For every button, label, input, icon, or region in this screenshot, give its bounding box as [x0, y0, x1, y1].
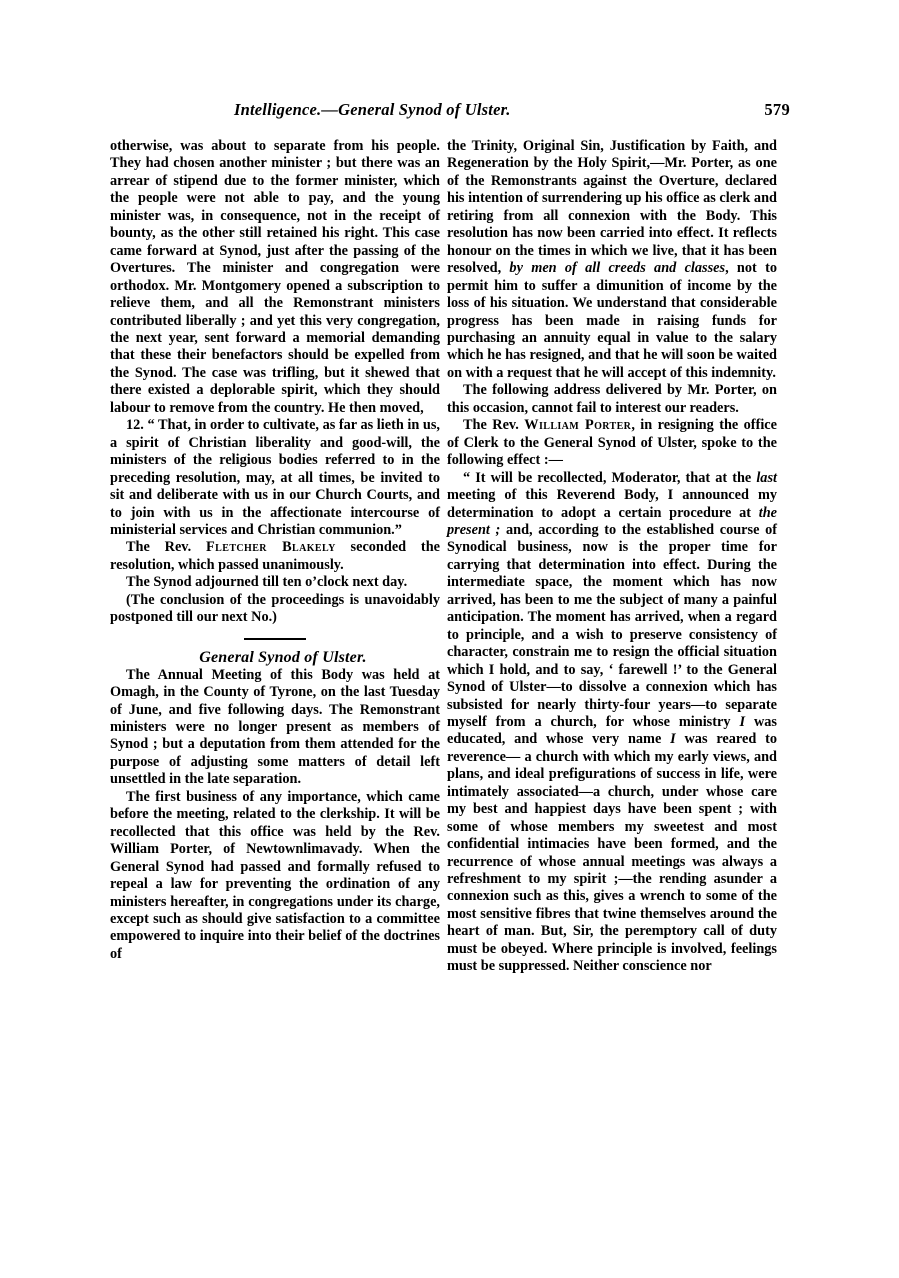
paragraph-annual-meeting: The Annual Meeting of this Body was held at Omagh, in the County of Tyrone, on the last Tuesday of June, and five following days. The Remonstrant ministers were no longer present as members of Synod ; but a deputation from them attended for the purpose of adjusting some matters of detail left unsettled in the late separation.: [110, 666, 440, 788]
paragraph-speech-opening: “ It will be recollected, Moderator, that at the last meeting of this Reverend Body, I announced my determination to adopt a certain procedure at the present ; and, according to the established course of Synodical business, now is the proper time for carrying that determination into effect. During the intermediate space, the moment which has now arrived, has been to me the subject of many a painful anticipation. The moment has arrived, when a regard to principle, and a wish to preserve consistency of character, constrain me to resign the official situation which I hold, and to say, ‘ farewell !’ to the General Synod of Ulster—to dissolve a connexion which has subsisted for nearly thirty-four years—to separate myself from a church, for whose ministry I was educated, and whose very name I was reared to reverence— a church with which my early views, and plans, and ideal prefigurations of success in life, were intimately associated—a church, under whose care my best and happiest days have been spent ; with some of whose members my sweetest and most confidential intimacies have been formed, and the recurrence of whose annual meetings was always a refreshment to my spirit ;—the rending asunder a connexion such as this, gives a wrench to some of the most sensitive fibres that twine themselves around the heart of man. But, Sir, the peremptory call of duty must be obeyed. Where principle is involved, feelings must be suppressed. Neither conscience nor: [447, 469, 777, 975]
text-column-right: [447, 138, 777, 976]
section-heading: General Synod of Ulster.: [199, 649, 367, 667]
italic-emphasis: by men of all creeds and classes: [509, 260, 726, 277]
paragraph-first-business-clerkship: The first business of any importance, which came before the meeting, related to the clerkship. It will be recollected that this office was held by the Rev. William Porter, of Newtownlimavady. When the General Synod had passed and formally refused to repeal a law for preventing the ordination of any ministers hereafter, in congregations under its charge, except such as should give satisfaction to a committee empowered to inquire into their belief of the doctrines of: [110, 788, 440, 962]
italic-emphasis: the present ;: [447, 504, 777, 538]
italic-emphasis: I: [739, 713, 746, 730]
section-divider-rule: [244, 638, 306, 641]
page-number: 579: [764, 100, 790, 119]
proper-name-smallcaps: Fletcher Blakely: [206, 539, 336, 556]
italic-emphasis: last: [756, 469, 777, 486]
paragraph-address-introduction: The following address delivered by Mr. Porter, on this occasion, cannot fail to interest our readers.: [447, 382, 777, 416]
paragraph-conclusion-postponed: (The conclusion of the proceedings is unavoidably postponed till our next No.): [110, 591, 440, 626]
paragraph-resolution-twelve: 12. “ That, in order to cultivate, as far as lieth in us, a spirit of Christian liberality and good-will, the ministers of the religious bodies referred to in the preceding resolution, may, at all times, be invited to sit and deliberate with us in our Church Courts, and to join with us in the affectionate intercourse of ministerial services and Christian communion.”: [110, 417, 440, 538]
paragraph-arrear-of-stipend: otherwise, was about to separate from his people. They had chosen another minister ; but there was an arrear of stipend due to the former minister, which the people were not able to pay, and the young minister was, in consequence, not in the receipt of bounty, as the other still retained his right. This case came forward at Synod, just after the passing of the Overtures. The minister and congregation were orthodox. Mr. Montgomery opened a subscription to relieve them, and all the Remonstrant ministers contributed liberally ; and yet this very congregation, the next year, sent forward a memorial demanding that these their benefactors should be expelled from the Synod. The case was trifling, but it shewed that there existed a deplorable spirit, which they should labour to remove from the country. He then moved,: [110, 138, 440, 416]
proper-name-smallcaps: William Porter: [524, 417, 632, 434]
paragraph-blakely-seconded: The Rev. Fletcher Blakely seconded the resolution, which passed unanimously.: [110, 539, 440, 573]
running-head: [110, 100, 790, 126]
paragraph-porter-spoke-as-follows: The Rev. William Porter, in resigning the office of Clerk to the General Synod of Ulster, spoke to the following effect :—: [447, 417, 777, 469]
paragraph-synod-adjourned: The Synod adjourned till ten o’clock next day.: [126, 574, 408, 591]
italic-emphasis: I: [670, 731, 676, 748]
text-column-left: [110, 138, 440, 963]
running-head-title: Intelligence.—General Synod of Ulster.: [234, 100, 511, 119]
paragraph-porter-resigns-clerkship: the Trinity, Original Sin, Justification by Faith, and Regeneration by the Holy Spirit,—Mr. Porter, as one of the Remonstrants against the Overture, declared his intention of surrendering up his office as clerk and retiring from all connexion with the Body. This resolution has now been carried into effect. It reflects honour on the times in which we live, that it has been resolved, by men of all creeds and classes, not to permit him to suffer a dimunition of income by the loss of his situation. We understand that considerable progress has been made in raising funds for purchasing an annuity equal in value to the salary which he has resigned, and that he will soon be waited on with a request that he will accept of this indemnity.: [447, 138, 777, 381]
